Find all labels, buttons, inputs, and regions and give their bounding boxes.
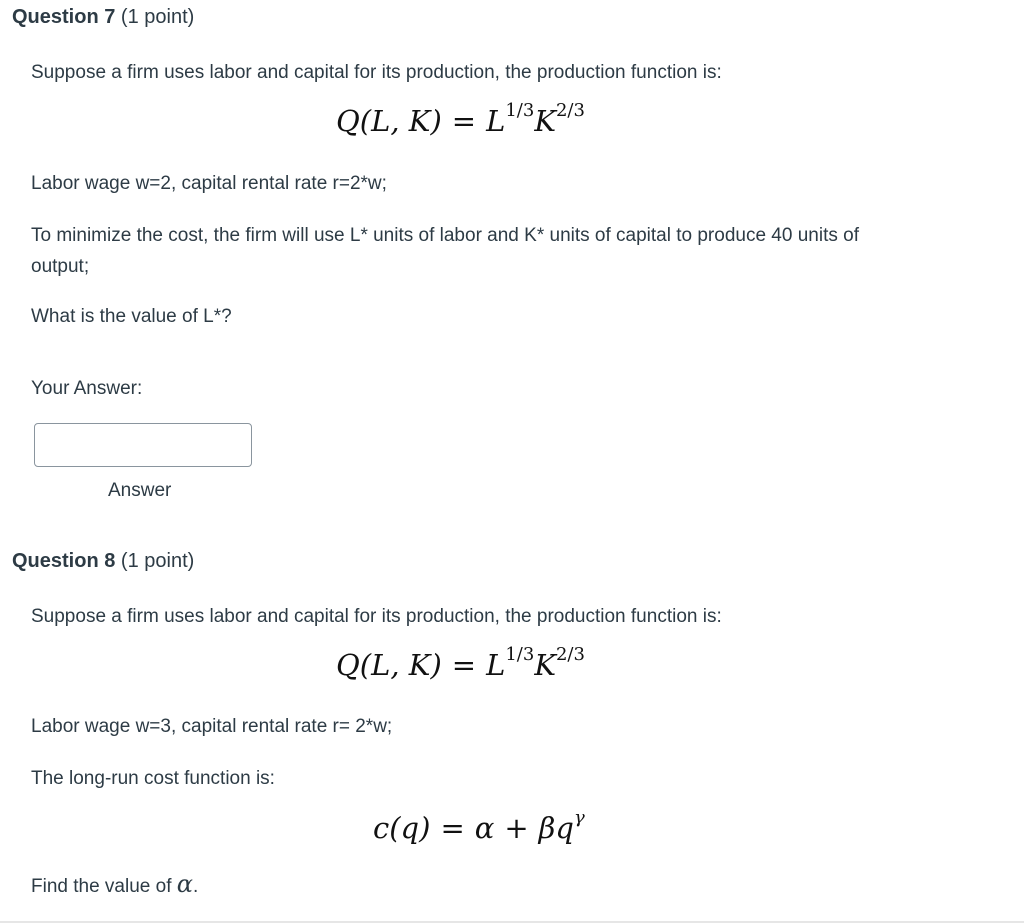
formula-exponent-k: 2/3 [555, 644, 585, 666]
formula-lhs: Q(L, K) [336, 648, 442, 682]
question-7-wages: Labor wage w=2, capital rental rate r=2*w; [31, 173, 387, 194]
question-8-production-function [336, 644, 585, 682]
formula-base-l: L [486, 648, 506, 682]
question-7-points: (1 point) [120, 6, 195, 28]
cost-alpha: α [474, 811, 495, 845]
formula-lhs: Q(L, K) [336, 104, 442, 138]
formula-base-l: L [486, 104, 506, 138]
question-8-wages: Labor wage w=3, capital rental rate r= 2*w; [31, 716, 393, 737]
cost-equals: = [440, 811, 465, 845]
question-8-header [12, 550, 194, 573]
find-alpha-symbol: α [176, 870, 193, 898]
cost-gamma: γ [574, 807, 585, 829]
answer-label: Your Answer: [31, 378, 143, 399]
question-7-task: To minimize the cost, the firm will use L* units of labor and K* units of capital to produce 40 units of output; [31, 225, 859, 277]
find-prefix: Find the value of [31, 876, 177, 897]
question-7-production-function [336, 100, 585, 138]
formula-base-k: K [534, 648, 556, 682]
cost-beta: β [538, 811, 556, 845]
question-7-intro: Suppose a firm uses labor and capital for its production, the production function is: [31, 62, 722, 83]
question-8-cost-function [373, 807, 585, 845]
question-8-find [31, 869, 198, 902]
question-7-prompt: What is the value of L*? [31, 306, 232, 327]
formula-exponent-l: 1/3 [505, 644, 535, 666]
question-8-number: Question 8 [12, 550, 116, 572]
formula-equals: = [451, 104, 477, 138]
cost-plus: + [504, 811, 529, 845]
formula-exponent-l: 1/3 [505, 100, 535, 122]
question-8-intro: Suppose a firm uses labor and capital for its production, the production function is: [31, 606, 722, 627]
answer-input[interactable] [34, 423, 252, 467]
cost-q: q [555, 811, 574, 845]
question-7-header [12, 6, 194, 29]
question-7-number: Question 7 [12, 6, 116, 28]
cost-lhs: c(q) [373, 811, 431, 845]
find-suffix: . [192, 876, 199, 897]
formula-equals: = [451, 648, 477, 682]
question-8-points: (1 point) [120, 550, 195, 572]
formula-base-k: K [534, 104, 556, 138]
question-8-cost-label: The long-run cost function is: [31, 768, 275, 789]
formula-exponent-k: 2/3 [555, 100, 585, 122]
answer-caption: Answer [108, 480, 172, 501]
